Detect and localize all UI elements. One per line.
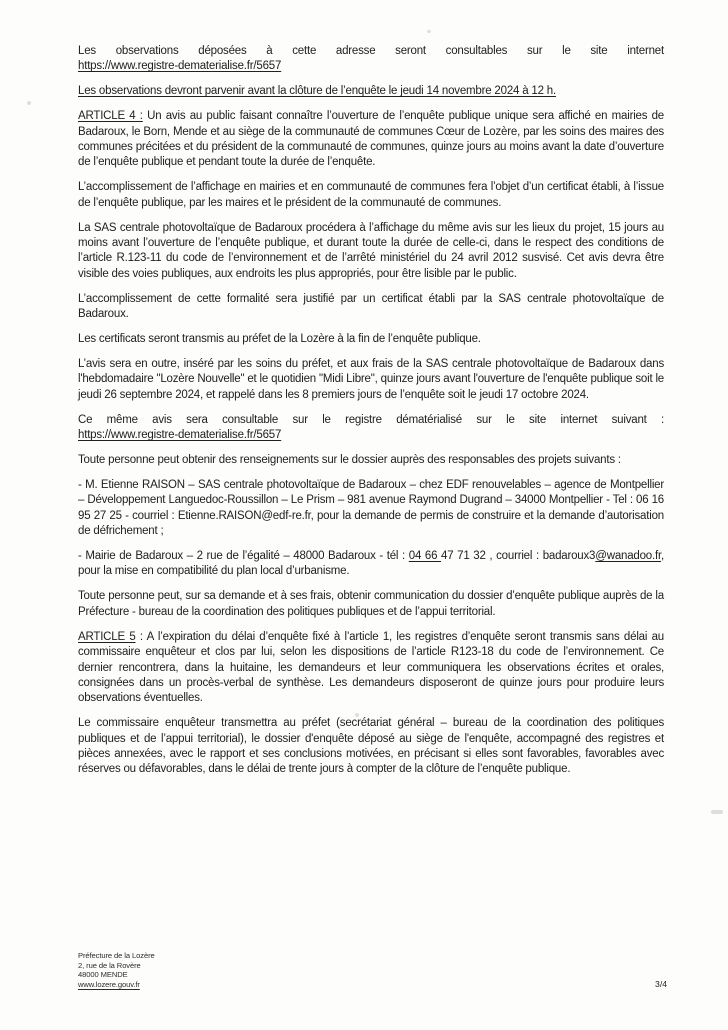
- paragraph-text: Toute personne peut obtenir des renseignements sur le dossier auprès des responsables des projets suivants :: [78, 454, 621, 467]
- paragraph-observations-consultables: [78, 44, 664, 75]
- paragraph-text: L’accomplissement de l’affichage en mairies et en communauté de communes fera l’objet d’un certificat établi, à l’issue de l’enquête publique, par les maires et le président de la communauté de communes.: [78, 181, 664, 209]
- footer-address-line2: 48000 MENDE: [78, 970, 128, 980]
- paragraph-transmission-rapport: [78, 716, 664, 778]
- scan-artifact: [355, 713, 359, 717]
- paragraph-renseignements: [78, 453, 664, 468]
- paragraph-text: Les observations déposées à cette adresse seront consultables sur le site internet: [78, 45, 664, 57]
- phone-number-underlined: 04 66: [408, 550, 442, 563]
- paragraph-text: Les certificats seront transmis au préfet de la Lozère à la fin de l’enquête publique.: [78, 333, 481, 346]
- paragraph-article-5: [78, 630, 664, 707]
- footer-website: www.lozere.gouv.fr: [78, 980, 140, 990]
- paragraph-certificats-prefet: [78, 332, 664, 347]
- paragraph-accomplissement-affichage: [78, 180, 664, 211]
- paragraph-text: - M. Etienne RAISON – SAS centrale photovoltaïque de Badaroux – chez EDF renouvelables – agence de Montpellier – Développement Languedoc-Roussillon – Le Prism – 981 avenue Raymond Dugrand – 34000 Montpellier - Tel : 06 16 95 27 25 - courriel : Etienne.RAISON@edf-re.fr, pour la demande de permis de construire et la demande d’autorisation de défrichement ;: [78, 478, 664, 538]
- paragraph-text: , pour la mise en compatibilité du plan local d’urbanisme.: [78, 550, 664, 578]
- document-body: [78, 44, 664, 787]
- paragraph-text: L’avis sera en outre, inséré par les soins du préfet, et aux frais de la SAS centrale photovoltaïque de Badaroux dans l'hebdomadaire "Lozère Nouvelle" et le quotidien "Midi Libre", quinze jours avant l'ouverture de l'enquête publique soit le jeudi 26 septembre 2024, et rappelé dans les 8 premiers jours de l’enquête soit le jeudi 17 octobre 2024.: [78, 358, 664, 401]
- email-domain-underlined: @wanadoo.fr: [595, 550, 661, 563]
- page-number: 3/4: [655, 979, 667, 989]
- footer-organization: Préfecture de la Lozère: [78, 951, 155, 960]
- scan-artifact: [711, 810, 723, 814]
- paragraph-cloture-enquete: [78, 84, 664, 99]
- paragraph-text: Ce même avis sera consultable sur le registre dématérialisé sur le site internet suivant :: [78, 413, 664, 426]
- paragraph-text: 47 71 32 , courriel : badaroux3: [441, 550, 596, 563]
- registre-dematerialise-url: https://www.registre-dematerialise.fr/5657: [78, 60, 282, 73]
- paragraph-text: Le commissaire enquêteur transmettra au préfet (secrétariat général – bureau de la coordination des politiques publiques et de l’appui territorial), le dossier d'enquête déposé au siège de l'enquête, accompagné des registres et pièces annexées, avec le rapport et ses conclusions motivées, en précisant si elles sont favorables, favorables avec réserves ou défavorables, dans le délai de trente jours à compter de la clôture de l’enquête publique.: [78, 717, 664, 776]
- paragraph-text: L’accomplissement de cette formalité sera justifié par un certificat établi par la SAS centrale photovoltaïque de Badaroux.: [78, 292, 664, 321]
- deadline-underlined-text: Les observations devront parvenir avant la clôture de l’enquête le jeudi 14 novembre 2024 à 12 h.: [78, 85, 556, 98]
- document-footer: [78, 951, 155, 990]
- paragraph-contact-etienne-raison: [78, 478, 664, 540]
- paragraph-formalite-certificat: [78, 292, 664, 323]
- paragraph-article-4: [78, 109, 664, 171]
- article-5-label: ARTICLE 5: [78, 630, 136, 643]
- scan-artifact: [427, 30, 431, 33]
- paragraph-communication-dossier: [78, 589, 664, 620]
- paragraph-avis-presse: [78, 357, 664, 403]
- paragraph-text: La SAS centrale photovoltaïque de Badaroux procédera à l’affichage du même avis sur les lieux du projet, 15 jours au moins avant l’ouverture de l’enquête publique, et durant toute la durée de celle-ci, dans le respect des conditions de l’article R.123-11 du code de l’environnement et de l’arrêté ministériel du 24 avril 2012 susvisé. Cet avis devra être visible des voies publiques, aux endroits les plus appropriés, pour être lisible par le public.: [78, 221, 664, 280]
- paragraph-text: - Mairie de Badaroux – 2 rue de l’égalité – 48000 Badaroux - tél :: [78, 550, 409, 563]
- article-4-text: Un avis au public faisant connaître l’ouverture de l’enquête publique unique sera affiché en mairies de Badaroux, le Born, Mende et au siège de la communauté de communes Cœur de Lozère, par les soins des maires des communes précitées et du président de la communauté de communes, quinze jours au moins avant la date d’ouverture de l’enquête publique et pendant toute la durée de l’enquête.: [78, 110, 665, 169]
- paragraph-text: Toute personne peut, sur sa demande et à ses frais, obtenir communication du dossier d’enquête publique auprès de la Préfecture - bureau de la coordination des politiques publiques et de l’appui territorial.: [78, 590, 664, 618]
- article-5-text: : A l’expiration du délai d’enquête fixé à l’article 1, les registres d’enquête seront transmis sans délai au commissaire enquêteur et clos par lui, selon les dispositions de l’article R123-18 du code de l’environnement. Ce dernier rencontrera, dans la huitaine, les demandeurs et leur communiquera les observations écrites et orales, consignées dans un procès-verbal de synthèse. Les demandeurs disposeront de quinze jours pour produire leurs observations éventuelles.: [78, 630, 665, 705]
- article-4-label: ARTICLE 4 :: [78, 110, 143, 123]
- paragraph-contact-mairie-badaroux: [78, 549, 664, 580]
- paragraph-avis-registre: [78, 413, 664, 444]
- paragraph-sas-affichage-lieux: [78, 221, 664, 283]
- footer-address-line1: 2, rue de la Rovère: [78, 960, 141, 970]
- registre-dematerialise-url: https://www.registre-dematerialise.fr/5657: [78, 429, 282, 442]
- scan-artifact: [27, 101, 31, 105]
